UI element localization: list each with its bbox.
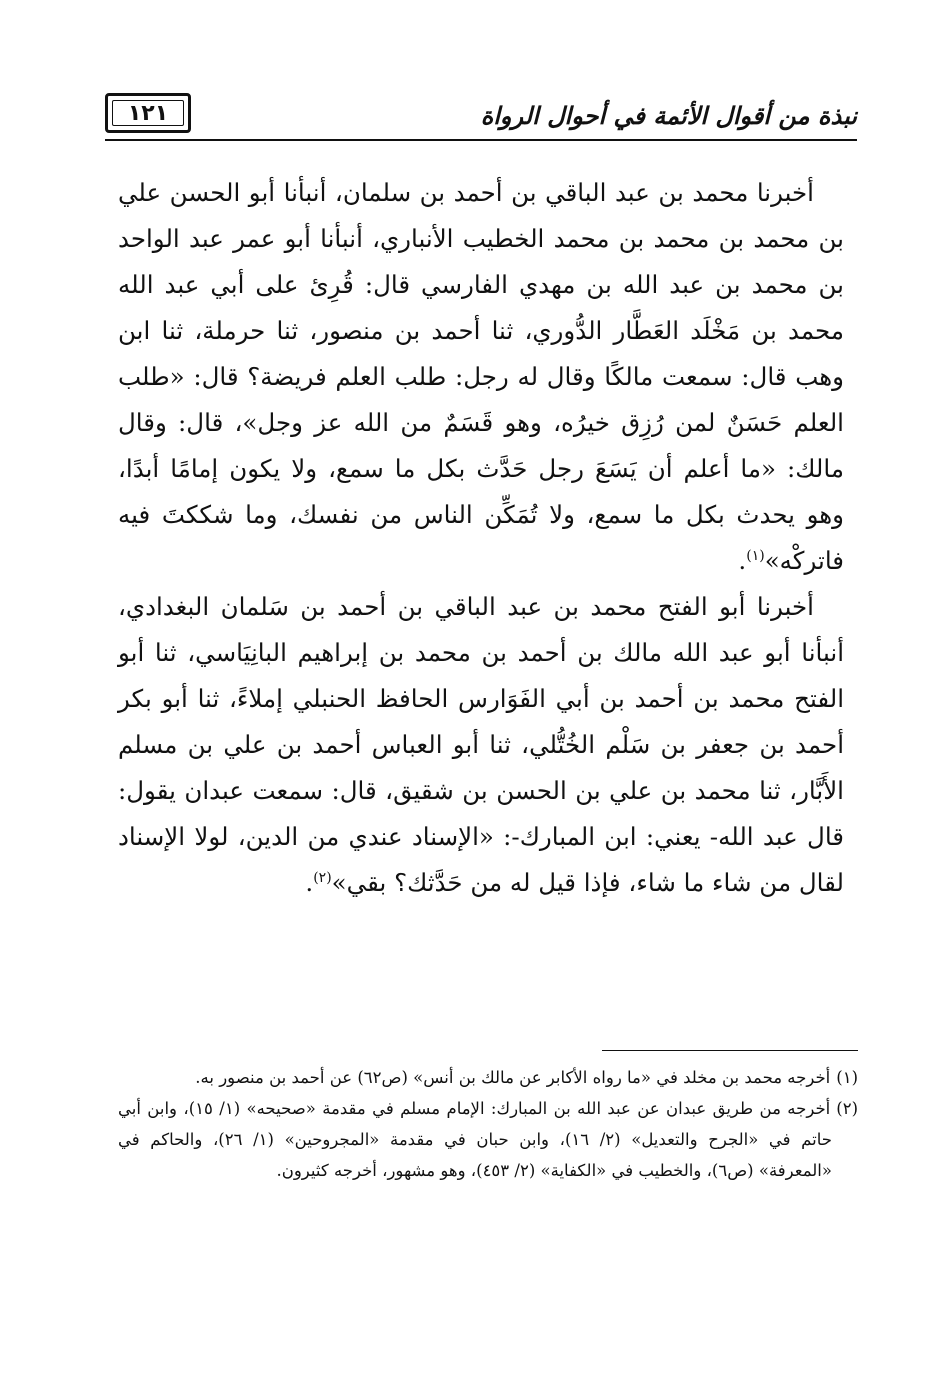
footnote-separator	[602, 1050, 858, 1051]
main-text	[118, 170, 844, 906]
footnote-number: (١)	[836, 1068, 858, 1087]
footnote	[118, 1062, 858, 1093]
paragraph-text: أخبرنا أبو الفتح محمد بن عبد الباقي بن أحمد بن سَلمان البغدادي، أنبأنا أبو عبد الله مالك بن أحمد بن محمد بن إبراهيم البانِيَاسي، ثنا أبو الفتح محمد بن أحمد بن أبي الفَوَارس الحافظ الحنبلي إملاءً، ثنا أبو بكر أحمد بن جعفر بن سَلْم الخُتُّلي، ثنا أبو العباس أحمد بن علي بن مسلم الأَبَّار، ثنا محمد بن علي بن الحسن بن شقيق، قال: سمعت عبدان يقول: قال عبد الله- يعني: ابن المبارك-: «الإسناد عندي من الدين، لولا الإسناد لقال من شاء ما شاء، فإذا قيل له من حَدَّثك؟ بقي»	[118, 592, 844, 897]
paragraph-text: أخبرنا محمد بن عبد الباقي بن أحمد بن سلمان، أنبأنا أبو الحسن علي بن محمد بن محمد بن محمد الخطيب الأنباري، أنبأنا أبو عمر عبد الواحد بن محمد بن عبد الله بن مهدي الفارسي قال: قُرِئ على أبي عبد الله محمد بن مَخْلَد العَطَّار الدُّوري، ثنا أحمد بن منصور، ثنا حرملة، ثنا ابن وهب قال: سمعت مالكًا وقال له رجل: طلب العلم فريضة؟ قال: «طلب العلم حَسَنٌ لمن رُزِق خيرُه، وهو قَسَمٌ من الله عز وجل»، قال: وقال مالك: «ما أعلم أن يَسَعَ رجل حَدَّث بكل ما سمع، ولا يكون إمامًا أبدًا، وهو يحدث بكل ما سمع، ولا تُمَكِّن الناس من نفسك، وما شككتَ فيه فاتركْه»	[118, 178, 844, 575]
footnote-text: أخرجه محمد بن مخلد في «ما رواه الأكابر عن مالك بن أنس» (ص٦٢) عن أحمد بن منصور به.	[195, 1068, 831, 1087]
footnote-ref: (١)	[746, 547, 765, 564]
end-mark: .	[305, 868, 314, 897]
header-rule	[105, 139, 857, 141]
page-number-frame	[105, 93, 191, 133]
footnote-ref: (٢)	[313, 869, 332, 886]
page-header	[105, 93, 857, 145]
footnote-number: (٢)	[836, 1099, 858, 1118]
end-mark: .	[738, 546, 747, 575]
footnote	[118, 1093, 858, 1186]
page-number: ١٢١	[127, 100, 169, 126]
paragraph	[118, 170, 844, 584]
footnote-text: أخرجه من طريق عبدان عن عبد الله بن المبارك: الإمام مسلم في مقدمة «صحيحه» (١/ ١٥)، وابن أبي حاتم في «الجرح والتعديل» (٢/ ١٦)، وابن حبان في مقدمة «المجروحين» (١/ ٢٦)، والحاكم في «المعرفة» (ص٦)، والخطيب في «الكفاية» (٢/ ٤٥٣)، وهو مشهور، أخرجه كثيرون.	[118, 1099, 832, 1180]
footnotes	[118, 1062, 858, 1186]
paragraph	[118, 584, 844, 906]
running-title: نبذة من أقوال الأئمة في أحوال الرواة	[480, 101, 857, 130]
